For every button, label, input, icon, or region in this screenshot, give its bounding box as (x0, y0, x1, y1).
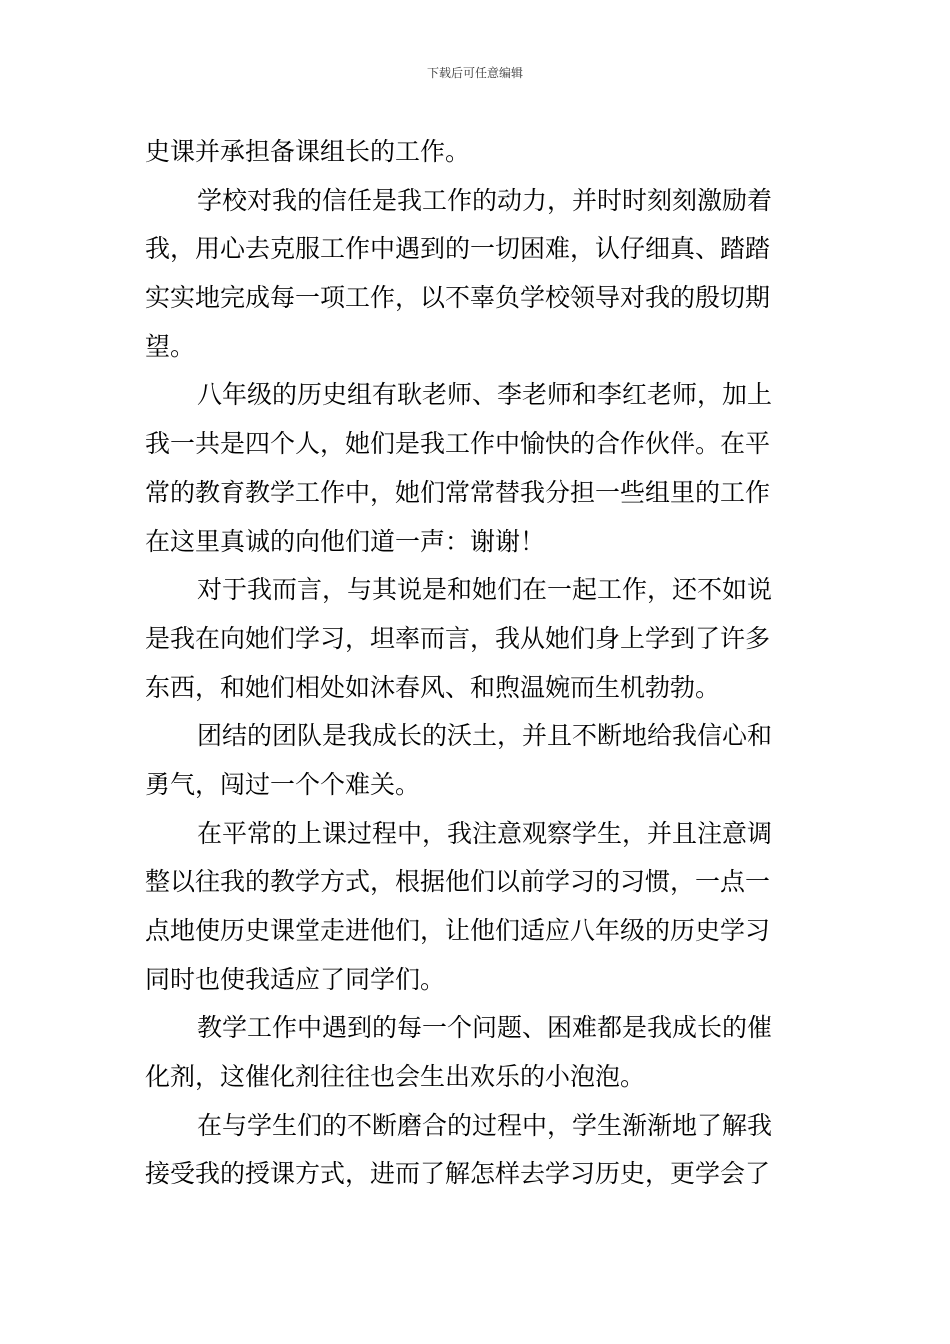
text-line: 点地使历史课堂走进他们，让他们适应八年级的历史学习 (145, 916, 771, 945)
document-body (145, 128, 807, 1199)
text-line: 学校对我的信任是我工作的动力，并时时刻刻激励着 (197, 185, 773, 215)
text-line: 望。 (145, 331, 196, 361)
text-line: 教学工作中遇到的每一个问题、困难都是我成长的催 (197, 1013, 773, 1043)
text-line: 我一共是四个人，她们是我工作中愉快的合作伙伴。在平 (145, 429, 771, 459)
text-line: 在与学生们的不断磨合的过程中，学生渐渐地了解我 (197, 1110, 773, 1140)
text-line: 勇气，闯过一个个难关。 (145, 769, 421, 799)
text-line: 东西，和她们相处如沐春风、和煦温婉而生机勃勃。 (145, 672, 721, 702)
text-line: 整以往我的教学方式，根据他们以前学习的习惯，一点一 (145, 867, 771, 897)
text-line: 是我在向她们学习，坦率而言，我从她们身上学到了许多 (145, 623, 771, 653)
text-line: 化剂，这催化剂往往也会生出欢乐的小泡泡。 (145, 1062, 646, 1092)
text-line: 团结的团队是我成长的沃土，并且不断地给我信心和 (197, 721, 773, 751)
text-line: 常的教育教学工作中，她们常常替我分担一些组里的工作 (145, 477, 771, 507)
text-line: 接受我的授课方式，进而了解怎样去学习历史，更学会了 (145, 1159, 771, 1189)
text-line: 在平常的上课过程中，我注意观察学生，并且注意调 (197, 818, 773, 848)
text-line: 对于我而言，与其说是和她们在一起工作，还不如说 (197, 575, 773, 605)
text-line: 史课并承担备课组长的工作。 (145, 137, 471, 166)
text-line: 实实地完成每一项工作，以不辜负学校领导对我的殷切期 (145, 283, 771, 313)
text-line: 在这里真诚的向他们道一声：谢谢！ (145, 526, 546, 556)
page-header-note: 下载后可任意编辑 (426, 66, 523, 80)
text-line: 八年级的历史组有耿老师、李老师和李红老师，加上 (197, 380, 773, 410)
text-line: 同时也使我适应了同学们。 (145, 964, 446, 994)
text-line: 我，用心去克服工作中遇到的一切困难，认仔细真、踏踏 (145, 234, 771, 264)
